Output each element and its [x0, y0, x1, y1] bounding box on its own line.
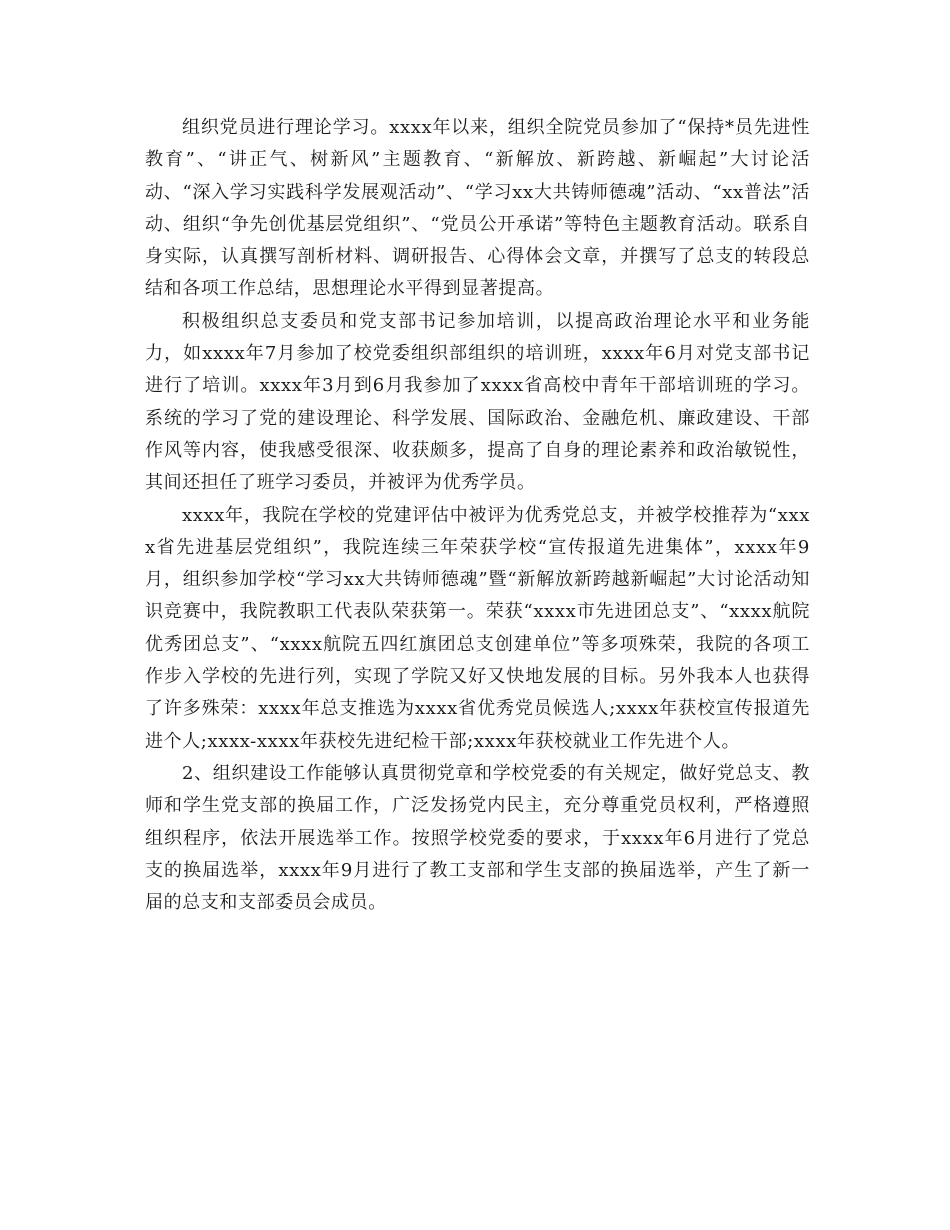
document-body — [145, 112, 810, 919]
paragraph-theory-study: 组织党员进行理论学习。xxxx年以来，组织全院党员参加了“保持*员先进性教育”、“讲正气、树新风”主题教育、“新解放、新跨越、新崛起”大讨论活动、“深入学习实践科学发展观活动”、“学习xx大共铸师德魂”活动、“xx普法”活动、组织“争先创优基层党组织”、“党员公开承诺”等特色主题教育活动。联系自身实际，认真撰写剖析材料、调研报告、心得体会文章，并撰写了总支的转段总结和各项工作总结，思想理论水平得到显著提高。 — [145, 117, 810, 300]
paragraph-training: 积极组织总支委员和党支部书记参加培训，以提高政治理论水平和业务能力，如xxxx年7月参加了校党委组织部组织的培训班，xxxx年6月对党支部书记进行了培训。xxxx年3月到6月我参加了xxxx省高校中青年干部培训班的学习。系统的学习了党的建设理论、科学发展、国际政治、金融危机、廉政建设、干部作风等内容，使我感受很深、收获颇多，提高了自身的理论素养和政治敏锐性，其间还担任了班学习委员，并被评为优秀学员。 — [145, 310, 810, 494]
paragraph-honors: xxxx年，我院在学校的党建评估中被评为优秀党总支，并被学校推荐为“xxxx省先进基层党组织”，我院连续三年荣获学校“宣传报道先进集体”，xxxx年9月，组织参加学校“学习xx大共铸师德魂”暨“新解放新跨越新崛起”大讨论活动知识竞赛中，我院教职工代表队荣获第一。荣获“xxxx市先进团总支”、“xxxx航院优秀团总支”、“xxxx航院五四红旗团总支创建单位”等多项殊荣，我院的各项工作步入学校的先进行列，实现了学院又好又快地发展的目标。另外我本人也获得了许多殊荣：xxxx年总支推选为xxxx省优秀党员候选人;xxxx年获校宣传报道先进个人;xxxx-xxxx年获校先进纪检干部;xxxx年获校就业工作先进个人。 — [145, 504, 810, 752]
paragraph-organization-building: 2、组织建设工作能够认真贯彻党章和学校党委的有关规定，做好党总支、教师和学生党支部的换届工作，广泛发扬党内民主，充分尊重党员权利，严格遵照组织程序，依法开展选举工作。按照学校党委的要求，于xxxx年6月进行了党总支的换届选举，xxxx年9月进行了教工支部和学生支部的换届选举，产生了新一届的总支和支部委员会成员。 — [145, 762, 810, 914]
